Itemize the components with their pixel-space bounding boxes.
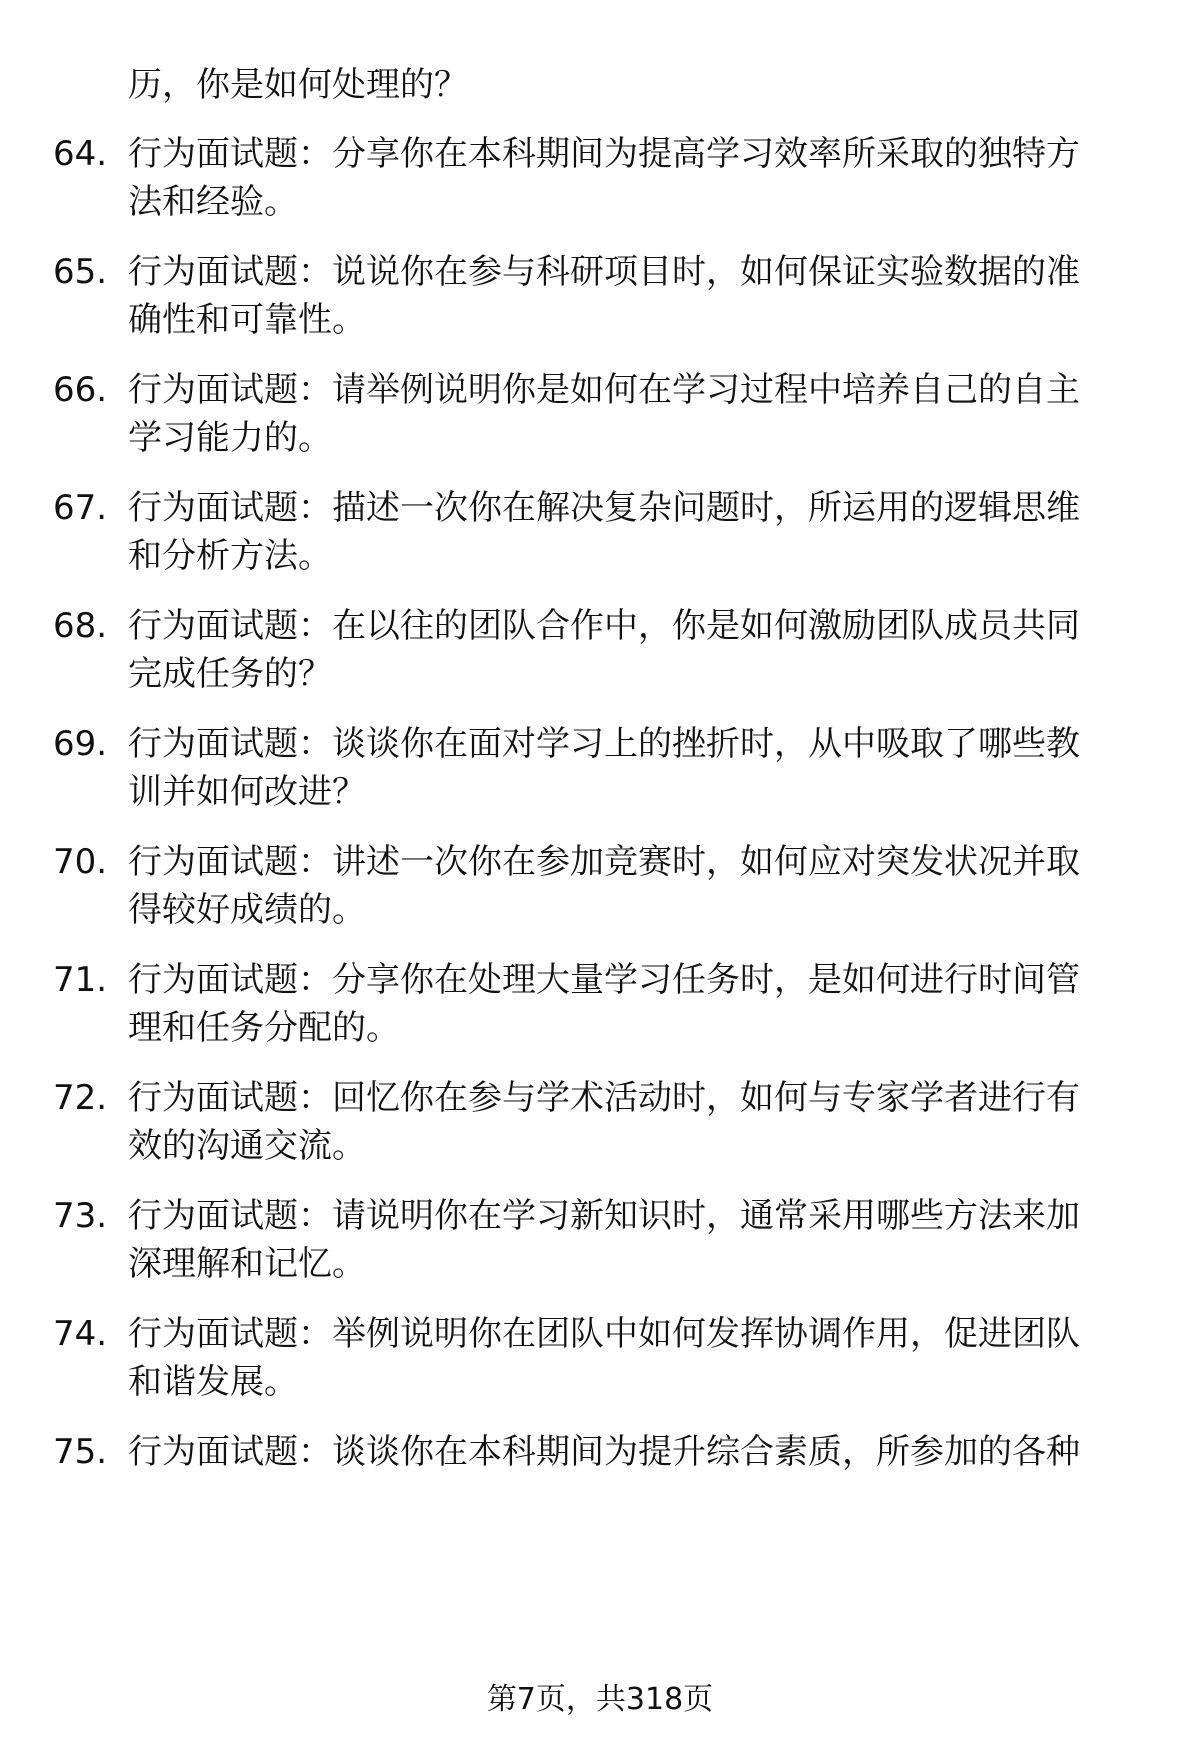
page-footer: 第7页，共318页: [486, 1682, 714, 1717]
question-number: 74.: [53, 1314, 108, 1354]
question-text: 训并如何改进？: [128, 772, 366, 812]
question-text: 行为面试题：请举例说明你是如何在学习过程中培养自己的自主: [128, 370, 1080, 410]
question-number: 71.: [53, 960, 108, 1000]
question-text: 行为面试题：说说你在参与科研项目时，如何保证实验数据的准: [128, 252, 1080, 292]
question-text: 行为面试题：谈谈你在面对学习上的挫折时，从中吸取了哪些教: [128, 724, 1080, 764]
question-text: 法和经验。: [128, 182, 298, 222]
question-text: 和分析方法。: [128, 536, 332, 576]
question-text: 理和任务分配的。: [128, 1008, 400, 1048]
question-number: 65.: [53, 252, 108, 292]
question-text: 行为面试题：分享你在处理大量学习任务时，是如何进行时间管: [128, 960, 1080, 1000]
question-text: 行为面试题：回忆你在参与学术活动时，如何与专家学者进行有: [128, 1078, 1080, 1118]
question-number: 68.: [53, 606, 108, 646]
question-text: 行为面试题：谈谈你在本科期间为提升综合素质，所参加的各种: [128, 1432, 1080, 1472]
question-number: 72.: [53, 1078, 108, 1118]
question-number: 67.: [53, 488, 108, 528]
question-text: 行为面试题：分享你在本科期间为提高学习效率所采取的独特方: [128, 134, 1080, 174]
question-text: 和谐发展。: [128, 1362, 298, 1402]
question-text: 深理解和记忆。: [128, 1244, 366, 1284]
question-text: 效的沟通交流。: [128, 1126, 366, 1166]
question-text: 行为面试题：请说明你在学习新知识时，通常采用哪些方法来加: [128, 1196, 1080, 1236]
question-text: 行为面试题：举例说明你在团队中如何发挥协调作用，促进团队: [128, 1314, 1080, 1354]
question-text: 完成任务的？: [128, 654, 332, 694]
question-number: 75.: [53, 1432, 108, 1472]
question-text: 行为面试题：讲述一次你在参加竞赛时，如何应对突发状况并取: [128, 842, 1080, 882]
question-number: 69.: [53, 724, 108, 764]
question-text: 学习能力的。: [128, 418, 332, 458]
question-number: 70.: [53, 842, 108, 882]
question-number: 66.: [53, 370, 108, 410]
question-text: 行为面试题：在以往的团队合作中，你是如何激励团队成员共同: [128, 606, 1080, 646]
question-text: 确性和可靠性。: [128, 300, 366, 340]
question-text: 得较好成绩的。: [128, 890, 366, 930]
question-number: 73.: [53, 1196, 108, 1236]
continuation-text: 历，你是如何处理的？: [128, 65, 468, 105]
question-text: 行为面试题：描述一次你在解决复杂问题时，所运用的逻辑思维: [128, 488, 1080, 528]
question-number: 64.: [53, 134, 108, 174]
